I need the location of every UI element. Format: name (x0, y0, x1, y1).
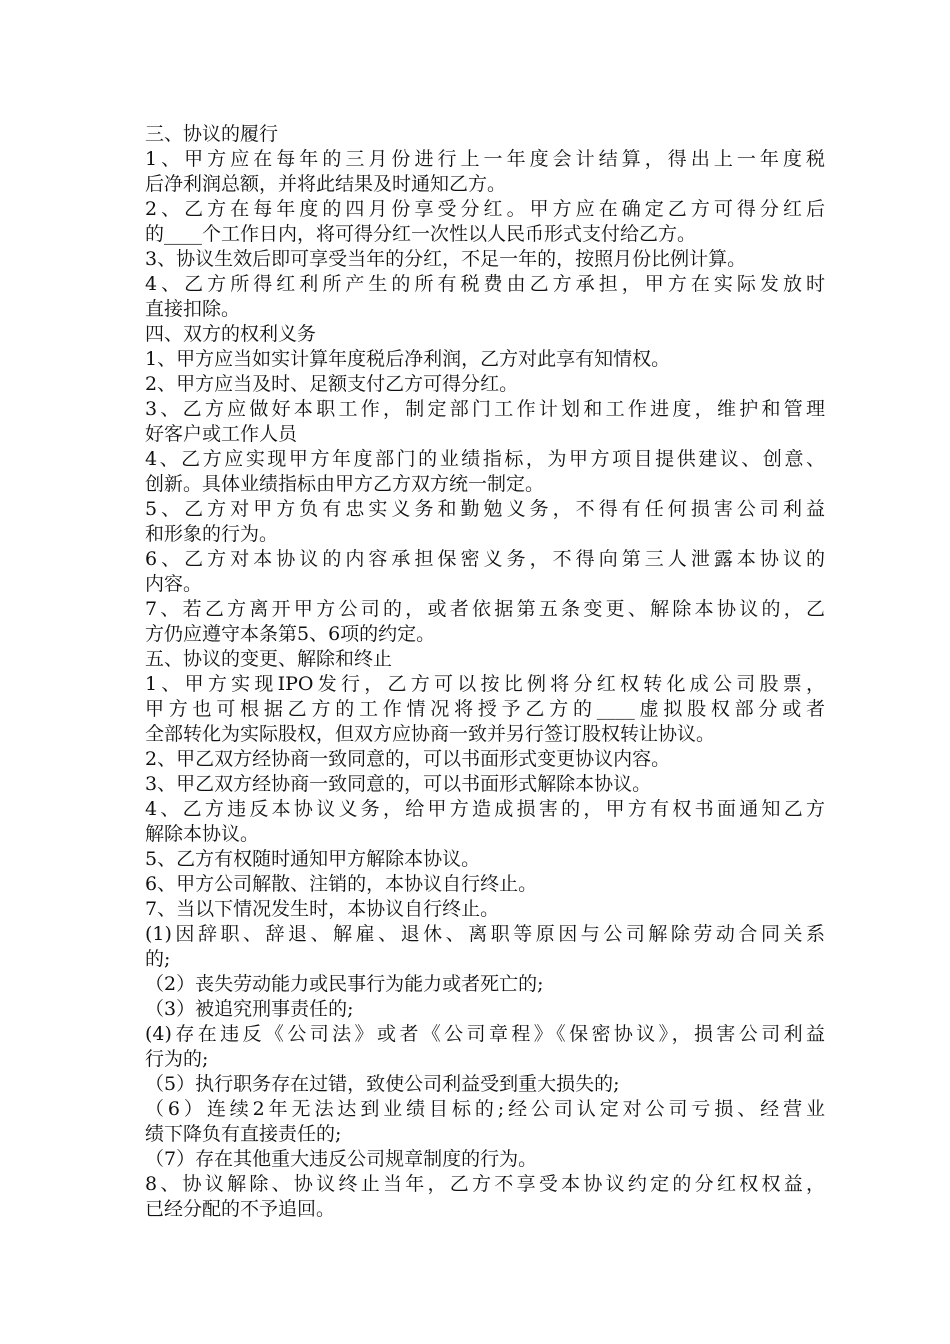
clause-4-5-line-2: 和形象的行为。 (145, 523, 279, 545)
clause-3-2-line-2: 的____个工作日内，将可得分红一次性以人民币形式支付给乙方。 (145, 223, 697, 245)
clause-3-1-line-1: 1、甲方应在每年的三月份进行上一年度会计结算，得出上一年度税 (145, 148, 825, 170)
clause-4-2: 2、甲方应当及时、足额支付乙方可得分红。 (145, 373, 519, 395)
clause-4-7-line-2: 方仍应遵守本条第5、6项的约定。 (145, 623, 436, 645)
sub-item-7: （7）存在其他重大违反公司规章制度的行为。 (145, 1148, 538, 1170)
sub-item-4-line-1: (4)存在违反《公司法》或者《公司章程》《保密协议》，损害公司利益 (145, 1023, 825, 1045)
clause-5-1-line-2: 甲方也可根据乙方的工作情况将授予乙方的____虚拟股权部分或者 (145, 698, 825, 720)
sub-item-6-line-1: （6）连续2年无法达到业绩目标的;经公司认定对公司亏损、经营业 (145, 1098, 825, 1120)
clause-4-6-line-2: 内容。 (145, 573, 203, 595)
sub-item-1-line-1: (1)因辞职、辞退、解雇、退休、离职等原因与公司解除劳动合同关系 (145, 923, 825, 945)
clause-5-1-line-1: 1、甲方实现IPO发行，乙方可以按比例将分红权转化成公司股票， (145, 673, 825, 695)
section-heading-5: 五、协议的变更、解除和终止 (145, 648, 393, 670)
clause-5-7: 7、当以下情况发生时，本协议自行终止。 (145, 898, 500, 920)
clause-5-5: 5、乙方有权随时通知甲方解除本协议。 (145, 848, 481, 870)
sub-item-3: （3）被追究刑事责任的; (145, 998, 354, 1020)
clause-3-1-line-2: 后净利润总额，并将此结果及时通知乙方。 (145, 173, 507, 195)
clause-4-3-line-2: 好客户或工作人员 (145, 423, 298, 445)
clause-5-4-line-1: 4、乙方违反本协议义务，给甲方造成损害的，甲方有权书面通知乙方 (145, 798, 825, 820)
clause-5-3: 3、甲乙双方经协商一致同意的，可以书面形式解除本协议。 (145, 773, 652, 795)
clause-5-4-line-2: 解除本协议。 (145, 823, 260, 845)
clause-3-4-line-1: 4、乙方所得红利所产生的所有税费由乙方承担，甲方在实际发放时 (145, 273, 825, 295)
document-page (145, 122, 825, 1222)
clause-4-7-line-1: 7、若乙方离开甲方公司的，或者依据第五条变更、解除本协议的，乙 (145, 598, 825, 620)
clause-5-6: 6、甲方公司解散、注销的，本协议自行终止。 (145, 873, 538, 895)
clause-4-1: 1、甲方应当如实计算年度税后净利润，乙方对此享有知情权。 (145, 348, 671, 370)
clause-3-2-line-1: 2、乙方在每年度的四月份享受分红。甲方应在确定乙方可得分红后 (145, 198, 825, 220)
sub-item-1-line-2: 的; (145, 948, 171, 970)
section-heading-3: 三、协议的履行 (145, 123, 279, 145)
clause-5-8-line-1: 8、协议解除、协议终止当年，乙方不享受本协议约定的分红权权益， (145, 1173, 825, 1195)
clause-5-1-line-3: 全部转化为实际股权，但双方应协商一致并另行签订股权转让协议。 (145, 723, 716, 745)
clause-4-3-line-1: 3、乙方应做好本职工作，制定部门工作计划和工作进度，维护和管理 (145, 398, 825, 420)
clause-5-8-line-2: 已经分配的不予追回。 (145, 1198, 336, 1220)
sub-item-4-line-2: 行为的; (145, 1048, 209, 1070)
clause-4-6-line-1: 6、乙方对本协议的内容承担保密义务，不得向第三人泄露本协议的 (145, 548, 825, 570)
clause-4-5-line-1: 5、乙方对甲方负有忠实义务和勤勉义务，不得有任何损害公司利益 (145, 498, 825, 520)
sub-item-6-line-2: 绩下降负有直接责任的; (145, 1123, 342, 1145)
sub-item-5: （5）执行职务存在过错，致使公司利益受到重大损失的; (145, 1073, 620, 1095)
clause-5-2: 2、甲乙双方经协商一致同意的，可以书面形式变更协议内容。 (145, 748, 671, 770)
sub-item-2: （2）丧失劳动能力或民事行为能力或者死亡的; (145, 973, 544, 995)
section-heading-4: 四、双方的权利义务 (145, 323, 317, 345)
clause-4-4-line-2: 创新。具体业绩指标由甲方乙方双方统一制定。 (145, 473, 545, 495)
clause-3-4-line-2: 直接扣除。 (145, 298, 241, 320)
clause-4-4-line-1: 4、乙方应实现甲方年度部门的业绩指标，为甲方项目提供建议、创意、 (145, 448, 825, 470)
clause-3-3: 3、协议生效后即可享受当年的分红，不足一年的，按照月份比例计算。 (145, 248, 747, 270)
